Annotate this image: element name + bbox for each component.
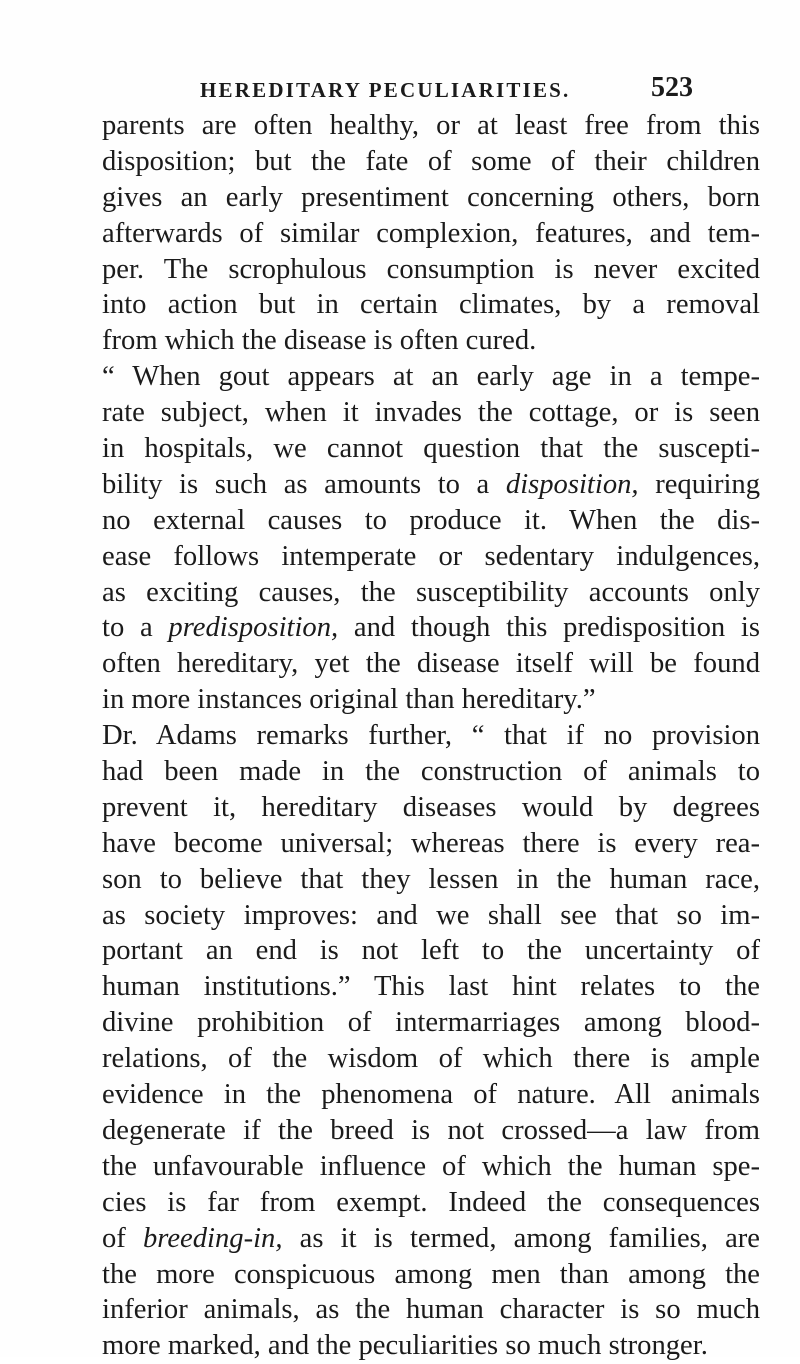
text-line: as exciting causes, the susceptibility accounts only xyxy=(102,576,760,608)
text-line: the more conspicuous among men than among the xyxy=(102,1258,760,1290)
text-line: in more instances original than hereditary.” xyxy=(102,684,596,716)
text-line: degenerate if the breed is not crossed—a law from xyxy=(102,1114,760,1146)
text-line: gives an early presentiment concerning others, born xyxy=(102,181,760,213)
text-run: bility is such as amounts to a xyxy=(102,468,506,500)
text-line: afterwards of similar complexion, features, and tem- xyxy=(102,217,760,249)
text-line: no external causes to produce it. When the dis- xyxy=(102,504,760,536)
text-line: cies is far from exempt. Indeed the consequences xyxy=(102,1186,760,1218)
text-line: Dr. Adams remarks further, “ that if no provision xyxy=(102,720,760,752)
text-line: evidence in the phenomena of nature. All animals xyxy=(102,1079,760,1111)
text-run: of xyxy=(102,1222,143,1254)
text-line: have become universal; whereas there is every rea- xyxy=(102,827,760,859)
text-line: human institutions.” This last hint relates to the xyxy=(102,971,760,1003)
text-line: divine prohibition of intermarriages among blood- xyxy=(102,1007,760,1039)
text-line: relations, of the wisdom of which there is ample xyxy=(102,1043,760,1075)
italic-term: breeding-in, xyxy=(143,1222,283,1254)
text-line: portant an end is not left to the uncertainty of xyxy=(102,935,760,967)
text-line: as society improves: and we shall see that so im- xyxy=(102,899,760,931)
text-line: from which the disease is often cured. xyxy=(102,325,537,357)
text-line: son to believe that they lessen in the human race, xyxy=(102,863,760,895)
text-line: in hospitals, we cannot question that the suscepti- xyxy=(102,433,760,465)
text-line: rate subject, when it invades the cottage, or is seen xyxy=(102,397,760,429)
text-run: and though this predisposition is xyxy=(338,612,760,644)
page-number: 523 xyxy=(651,72,693,103)
text-line: disposition; but the fate of some of their children xyxy=(102,145,760,177)
text-run: as it is termed, among families, are xyxy=(282,1222,760,1254)
text-line: “ When gout appears at an early age in a tempe- xyxy=(102,361,760,393)
text-line: prevent it, hereditary diseases would by degrees xyxy=(102,791,760,823)
italic-term: predisposition, xyxy=(168,612,339,644)
text-run: to a xyxy=(102,612,169,644)
text-line: had been made in the construction of animals to xyxy=(102,756,760,788)
text-line: inferior animals, as the human character is so much xyxy=(102,1294,760,1326)
text-line: into action but in certain climates, by a removal xyxy=(102,289,760,321)
body-text xyxy=(102,108,760,1364)
text-line: the unfavourable influence of which the human spe- xyxy=(102,1150,760,1182)
running-title: HEREDITARY PECULIARITIES. xyxy=(200,78,571,102)
text-line: more marked, and the peculiarities so much stronger. xyxy=(102,1330,708,1362)
text-line xyxy=(102,1221,760,1257)
italic-term: disposition, xyxy=(505,468,639,500)
text-run: requiring xyxy=(638,468,760,500)
text-line: ease follows intemperate or sedentary indulgences, xyxy=(102,540,760,572)
text-line: parents are often healthy, or at least free from this xyxy=(102,110,760,141)
text-line xyxy=(102,610,760,646)
text-line xyxy=(102,467,760,503)
text-line: often hereditary, yet the disease itself will be found xyxy=(102,648,760,680)
text-line: per. The scrophulous consumption is never excited xyxy=(102,253,760,285)
running-head xyxy=(200,72,760,108)
